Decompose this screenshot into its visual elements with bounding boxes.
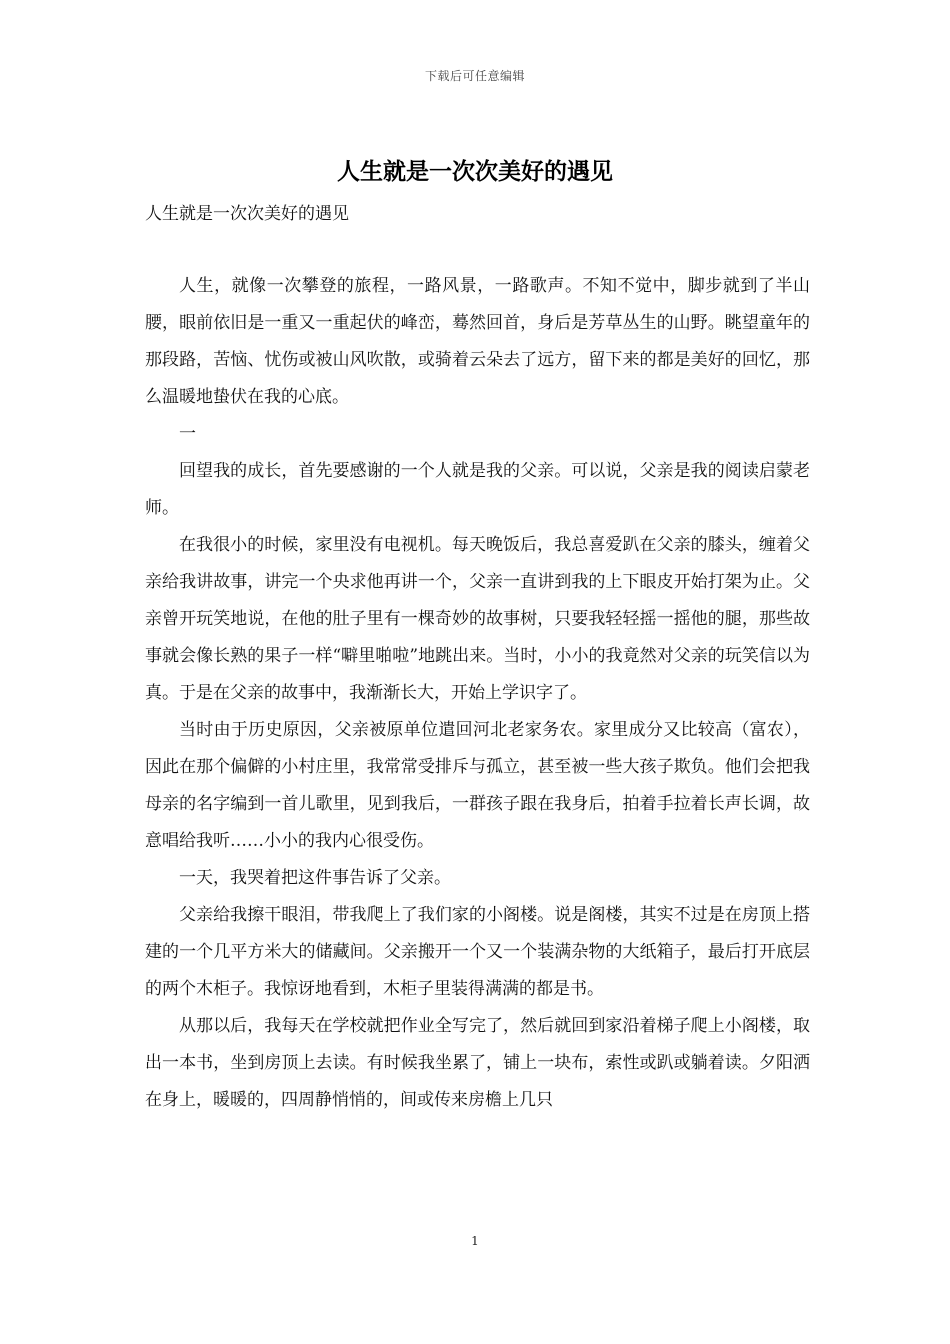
document-title: 人生就是一次次美好的遇见: [337, 158, 613, 185]
paragraph: 从那以后，我每天在学校就把作业全写完了，然后就回到家沿着梯子爬上小阁楼，取出一本书，坐到房顶上去读。有时候我坐累了，铺上一块布，索性或趴或躺着读。夕阳洒在身上，暖暖的，四周静悄悄的，间或传来房檐上几只: [145, 1016, 810, 1110]
paragraph: 在我很小的时候，家里没有电视机。每天晚饭后，我总喜爱趴在父亲的膝头，缠着父亲给我讲故事，讲完一个央求他再讲一个，父亲一直讲到我的上下眼皮开始打架为止。父亲曾开玩笑地说，在他的肚子里有一棵奇妙的故事树，只要我轻轻摇一摇他的腿，那些故事就会像长熟的果子一样“噼里啪啦”地跳出来。当时，小小的我竟然对父亲的玩笑信以为真。于是在父亲的故事中，我渐渐长大，开始上学识字了。: [145, 535, 810, 703]
page-number: 1: [471, 1234, 479, 1248]
section-marker: 一: [179, 424, 196, 444]
paragraph: 父亲给我擦干眼泪，带我爬上了我们家的小阁楼。说是阁楼，其实不过是在房顶上搭建的一个几平方米大的储藏间。父亲搬开一个又一个装满杂物的大纸箱子，最后打开底层的两个木柜子。我惊讶地看到，木柜子里装得满满的都是书。: [145, 905, 810, 999]
header-note: 下载后可任意编辑: [424, 69, 525, 83]
document-subtitle: 人生就是一次次美好的遇见: [145, 204, 349, 224]
paragraph: 一天，我哭着把这件事告诉了父亲。: [179, 868, 451, 888]
article-body: [145, 268, 810, 1119]
paragraph: 人生，就像一次攀登的旅程，一路风景，一路歌声。不知不觉中，脚步就到了半山腰，眼前依旧是一重又一重起伏的峰峦，蓦然回首，身后是芳草丛生的山野。眺望童年的那段路，苦恼、忧伤或被山风吹散，或骑着云朵去了远方，留下来的都是美好的回忆，那么温暖地蛰伏在我的心底。: [145, 276, 810, 407]
paragraph: 回望我的成长，首先要感谢的一个人就是我的父亲。可以说，父亲是我的阅读启蒙老师。: [145, 461, 810, 518]
paragraph: 当时由于历史原因，父亲被原单位遣回河北老家务农。家里成分又比较高（富农），因此在那个偏僻的小村庄里，我常常受排斥与孤立，甚至被一些大孩子欺负。他们会把我母亲的名字编到一首儿歌里，见到我后，一群孩子跟在我身后，拍着手拉着长声长调，故意唱给我听……小小的我内心很受伤。: [145, 720, 810, 851]
